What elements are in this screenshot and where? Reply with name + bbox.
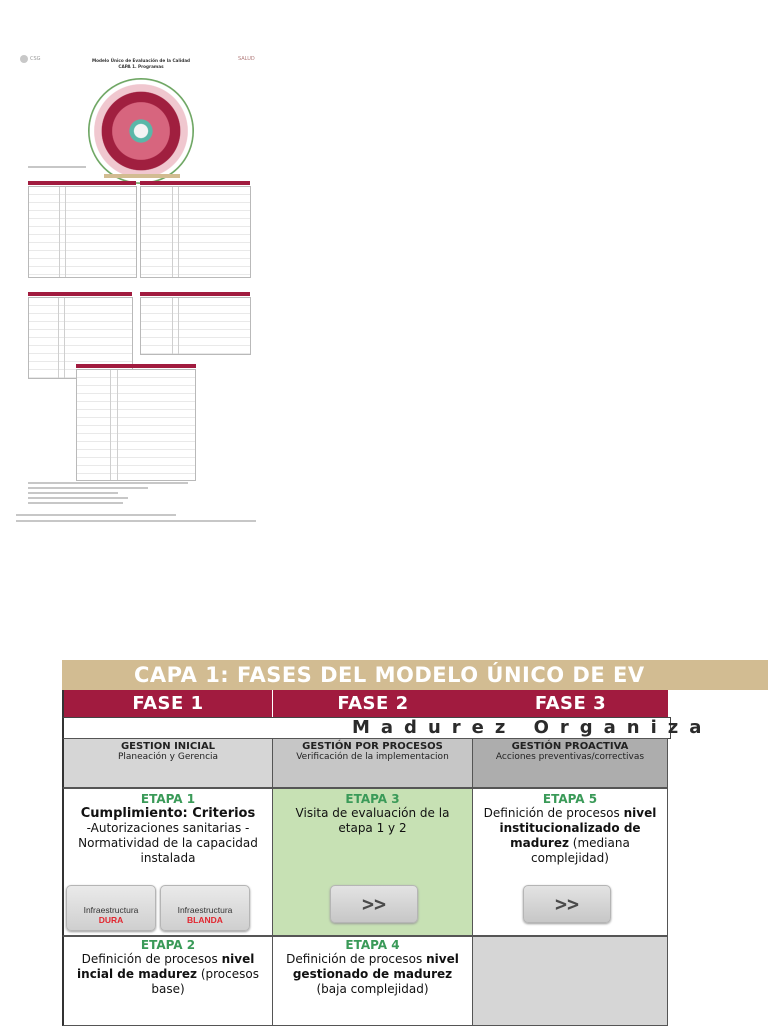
etapa-3-label: ETAPA 3 [345, 792, 400, 806]
footer-line [16, 520, 256, 522]
etapa-3-cell [272, 788, 473, 936]
etapa-5-text: Definición de procesos nivel institucionalizado de madurez (mediana complejidad) [483, 806, 657, 865]
footer-line [16, 514, 176, 516]
note-line [28, 497, 128, 499]
thumbnail-document [16, 40, 266, 530]
etapa-1-text: -Autorizaciones sanitarias -Normatividad de la capacidad instalada [78, 821, 258, 865]
etapa-5-cell [472, 788, 668, 936]
infraestructura-blanda-button[interactable]: Infraestructura BLANDA [160, 885, 250, 931]
table-header-bar [140, 181, 250, 185]
note-line [28, 487, 148, 489]
phase-2-title: GESTIÓN POR PROCESOS [302, 741, 443, 752]
thumbnail-title: Modelo Único de Evaluación de la Calidad CAPA 1. Programas [91, 58, 191, 69]
etapa-2-label: ETAPA 2 [140, 938, 196, 952]
etapa-4-text: Definición de procesos nivel gestionado de madurez (baja complejidad) [286, 952, 459, 996]
etapa-4-label: ETAPA 4 [345, 938, 400, 952]
criteria-table-5 [76, 369, 196, 481]
salud-logo: SALUD [238, 56, 255, 62]
etapa-1-heading: Cumplimiento: Criterios [80, 806, 256, 821]
phase-1-title: GESTION INICIAL [120, 741, 216, 752]
criteria-table-2 [140, 186, 251, 278]
phase-1-subheader [62, 738, 273, 788]
infraestructura-dura-button[interactable]: Infraestructura DURA [66, 885, 156, 931]
phase-2-header: FASE 2 [273, 690, 474, 717]
table-header-bar [76, 364, 196, 368]
phases-model-table [62, 660, 768, 1024]
section-bar [104, 174, 180, 178]
caption-line [28, 166, 86, 168]
csg-logo: CSG [20, 54, 42, 64]
title-bar [62, 660, 768, 690]
note-line [28, 502, 123, 504]
note-line [28, 492, 118, 494]
note-line [28, 482, 188, 484]
maturity-banner [62, 717, 713, 739]
criteria-table-4 [140, 297, 251, 355]
etapa-1-label: ETAPA 1 [140, 792, 196, 806]
phase-2-subtitle: Verificación de la implementacion [296, 752, 449, 762]
etapa-5-label: ETAPA 5 [542, 792, 598, 806]
phase-3-title: GESTIÓN PROACTIVA [511, 741, 629, 752]
etapa-3-next-button[interactable]: >> [330, 885, 418, 923]
phase-2-subheader [272, 738, 473, 788]
table-header-bar [140, 292, 250, 296]
phase-3-subtitle: Acciones preventivas/correctivas [495, 752, 645, 762]
table-header-bar [28, 292, 132, 296]
empty-cell [472, 936, 668, 1026]
phase-3-subheader [472, 738, 668, 788]
phase-1-subtitle: Planeación y Gerencia [117, 752, 219, 762]
etapa-1-cell [62, 788, 273, 936]
etapa-2-cell [62, 936, 273, 1026]
etapa-5-next-button[interactable]: >> [523, 885, 611, 923]
etapa-4-cell [272, 936, 473, 1026]
table-header-bar [28, 181, 136, 185]
phase-3-header: FASE 3 [473, 690, 669, 717]
maturity-banner-text: Madurez Organiza [352, 717, 713, 738]
criteria-table-1 [28, 186, 137, 278]
table-title: CAPA 1: FASES DEL MODELO ÚNICO DE EV [134, 663, 645, 687]
model-wheel-graphic [88, 78, 194, 184]
etapa-3-text: Visita de evaluación de la etapa 1 y 2 [295, 806, 450, 835]
etapa-2-text: Definición de procesos nivel incial de madurez (procesos base) [77, 952, 259, 996]
phase-1-header: FASE 1 [62, 690, 273, 717]
